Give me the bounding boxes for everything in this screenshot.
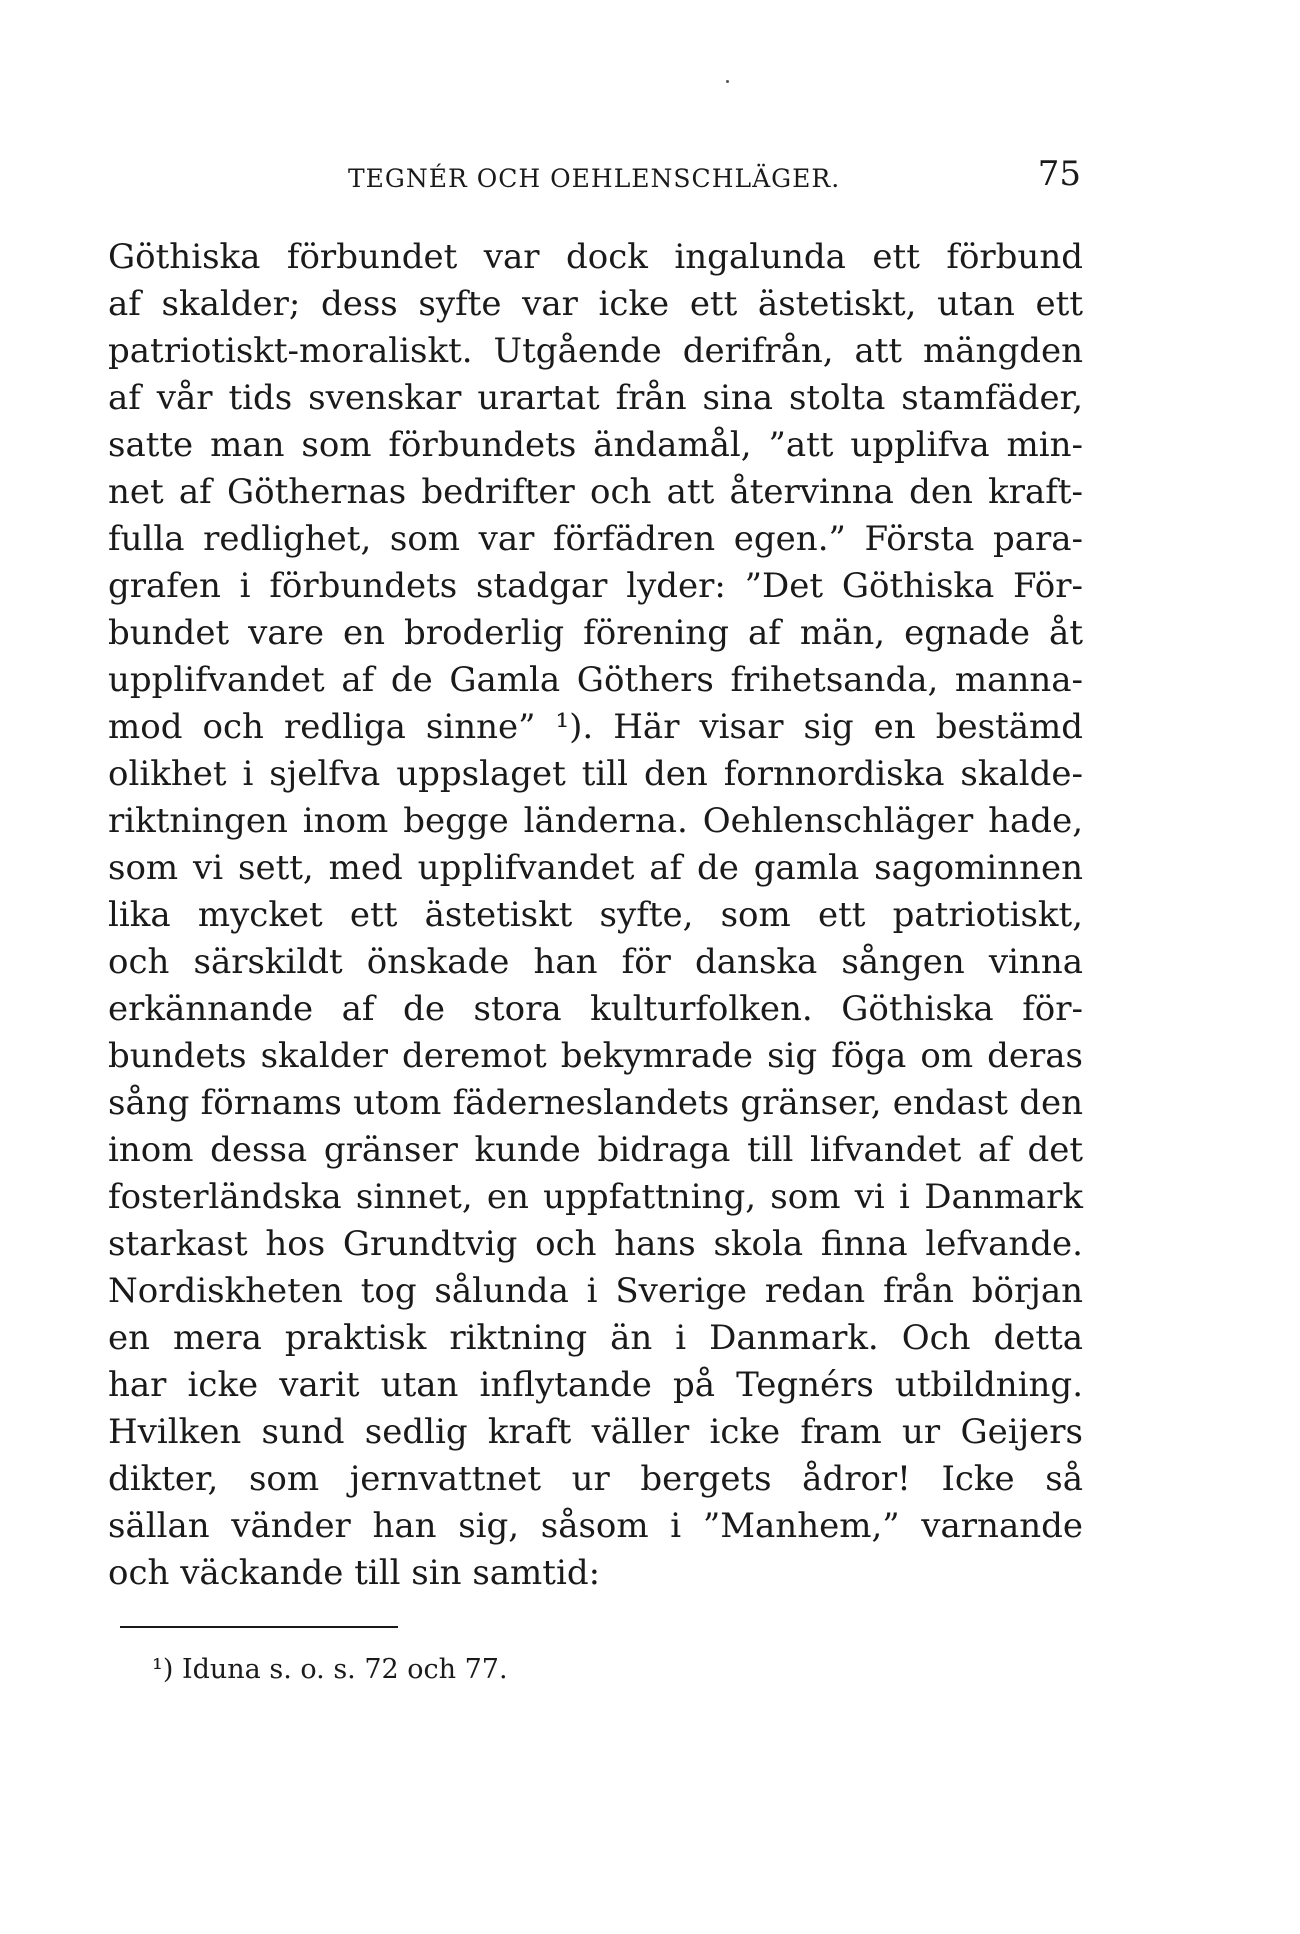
footnote: ¹) Iduna s. o. s. 72 och 77. — [152, 1654, 508, 1685]
text-line: Göthiska förbundet var dock ingalunda ett förbund — [108, 237, 1083, 277]
text-line: bundet vare en broderlig förening af män, egnade åt — [108, 613, 1083, 653]
text-line: starkast hos Grundtvig och hans skola finna lefvande. — [108, 1224, 1083, 1264]
text-line: dikter, som jernvattnet ur bergets ådror! Icke så — [108, 1459, 1083, 1499]
text-line: satte man som förbundets ändamål, ”att upplifva min- — [108, 425, 1083, 465]
text-line: lika mycket ett ästetiskt syfte, som ett patriotiskt, — [108, 895, 1083, 935]
page-number: 75 — [1037, 154, 1081, 194]
text-line: fulla redlighet, som var förfädren egen.” Första para- — [108, 519, 1083, 559]
text-line: som vi sett, med upplifvandet af de gamla sagominnen — [108, 848, 1083, 888]
text-line: af skalder; dess syfte var icke ett ästetiskt, utan ett — [108, 284, 1083, 324]
text-line: har icke varit utan inflytande på Tegnérs utbildning. — [108, 1365, 1083, 1405]
text-line: erkännande af de stora kulturfolken. Göthiska för- — [108, 989, 1083, 1029]
page-speck — [726, 80, 729, 83]
text-line: olikhet i sjelfva uppslaget till den fornnordiska skalde- — [108, 754, 1083, 794]
text-line: riktningen inom begge länderna. Oehlenschläger hade, — [108, 801, 1083, 841]
body-text — [108, 234, 1083, 1597]
running-title: TEGNÉR OCH OEHLENSCHLÄGER. — [348, 164, 841, 193]
text-line: och särskildt önskade han för danska sången vinna — [108, 942, 1083, 982]
text-line: bundets skalder deremot bekymrade sig föga om deras — [108, 1036, 1083, 1076]
running-head — [108, 150, 1083, 200]
text-line: net af Göthernas bedrifter och att återvinna den kraft- — [108, 472, 1083, 512]
text-line: sång förnams utom fäderneslandets gränser, endast den — [108, 1083, 1083, 1123]
text-line: Nordiskheten tog sålunda i Sverige redan från början — [108, 1271, 1083, 1311]
text-line: upplifvandet af de Gamla Göthers frihetsanda, manna- — [108, 660, 1083, 700]
footnote-rule — [120, 1626, 398, 1628]
text-line: sällan vänder han sig, såsom i ”Manhem,” varnande — [108, 1506, 1083, 1546]
text-line: grafen i förbundets stadgar lyder: ”Det Göthiska För- — [108, 566, 1083, 606]
text-line: patriotiskt-moraliskt. Utgående derifrån, att mängden — [108, 331, 1083, 371]
text-line: mod och redliga sinne” ¹). Här visar sig en bestämd — [108, 707, 1083, 747]
text-line: och väckande till sin samtid: — [108, 1553, 601, 1593]
text-line: Hvilken sund sedlig kraft väller icke fram ur Geijers — [108, 1412, 1083, 1452]
text-line: inom dessa gränser kunde bidraga till lifvandet af det — [108, 1130, 1083, 1170]
text-line: af vår tids svenskar urartat från sina stolta stamfäder, — [108, 378, 1083, 418]
text-line: en mera praktisk riktning än i Danmark. Och detta — [108, 1318, 1083, 1358]
text-line: fosterländska sinnet, en uppfattning, som vi i Danmark — [108, 1177, 1083, 1217]
